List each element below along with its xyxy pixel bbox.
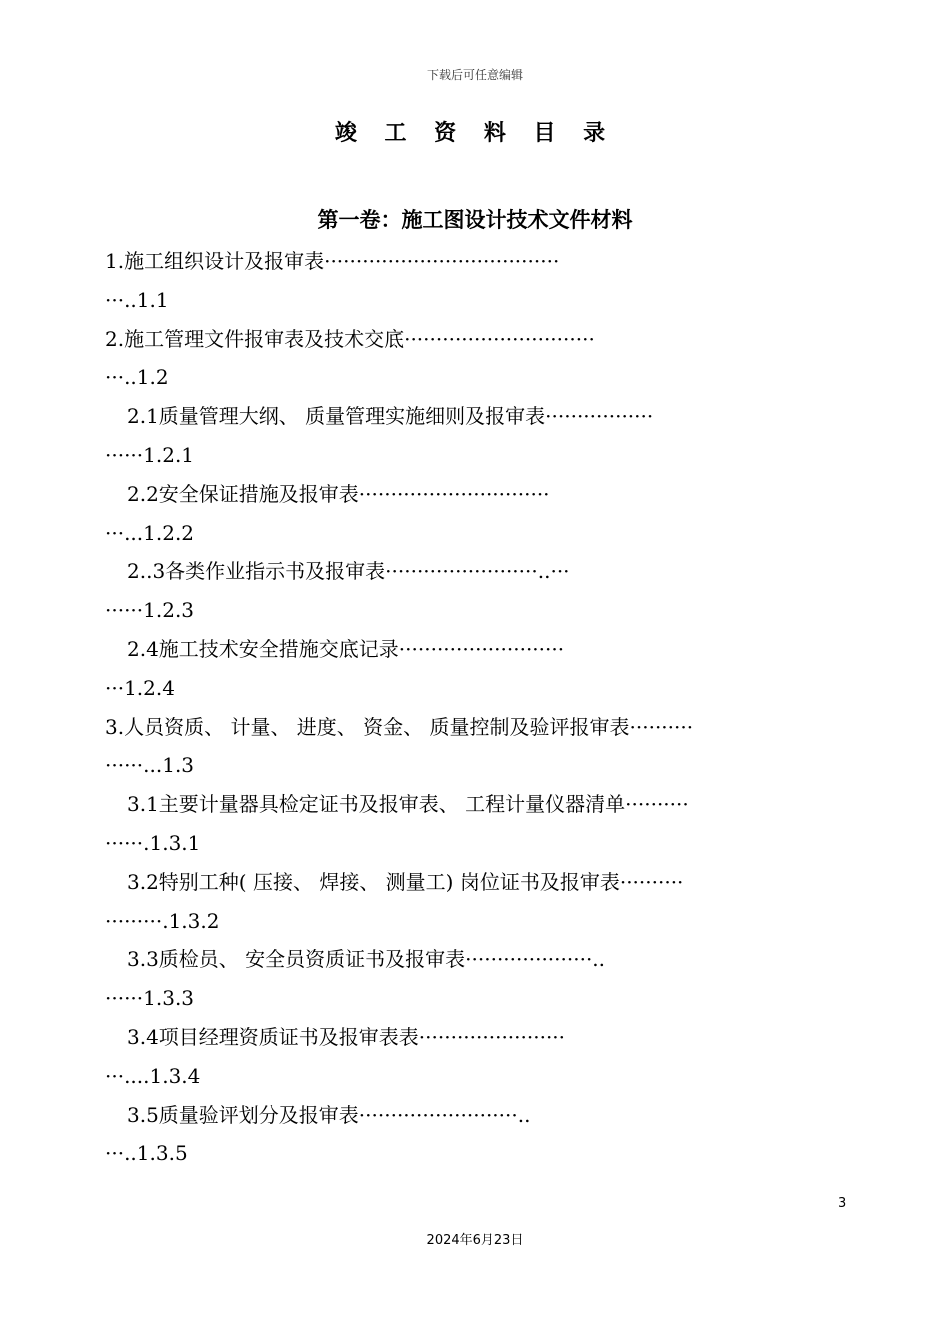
toc-entry-text: 3.3质检员、 安全员资质证书及报审表····················.. [127, 947, 606, 972]
toc-entry-3-5[interactable] [105, 1096, 847, 1174]
toc-entry-page: ······...1.3 [105, 753, 195, 778]
toc-entry-text: 2.2安全保证措施及报审表······························ [127, 481, 550, 506]
toc-entry-page: ···..1.1 [105, 287, 169, 312]
toc-entry-text: 2.1质量管理大纲、 质量管理实施细则及报审表················· [127, 404, 654, 429]
toc-entry-2-3[interactable] [105, 552, 847, 630]
toc-entry-text: 3.人员资质、 计量、 进度、 资金、 质量控制及验评报审表·········· [105, 714, 694, 739]
toc-entry-page: ······1.2.3 [105, 598, 195, 623]
toc-entry-text: 3.1主要计量器具检定证书及报审表、 工程计量仪器清单·········· [127, 792, 689, 817]
toc-entry-1[interactable] [105, 242, 847, 320]
toc-entry-page: ···....1.3.4 [105, 1063, 201, 1088]
toc-entry-page: ···1.2.4 [105, 675, 175, 700]
toc-entry-3-3[interactable] [105, 940, 847, 1018]
document-title: 竣 工 资 料 目 录 [334, 121, 616, 146]
toc-entry-text: 2.4施工技术安全措施交底记录·························· [127, 636, 565, 661]
toc-entry-3-4[interactable] [105, 1018, 847, 1096]
toc-entry-page: ···..1.3.5 [105, 1141, 188, 1166]
toc-entry-page: ······.1.3.1 [105, 830, 201, 855]
toc-entry-text: 2.施工管理文件报审表及技术交底······························ [105, 326, 595, 351]
toc-entry-text: 3.5质量验评划分及报审表·························.. [127, 1102, 531, 1127]
toc-entry-page: ······1.2.1 [105, 442, 195, 467]
table-of-contents [105, 242, 847, 1173]
toc-entry-text: 3.4项目经理资质证书及报审表表······················· [127, 1024, 566, 1049]
header-note: 下载后可任意编辑 [426, 68, 523, 82]
toc-entry-2-2[interactable] [105, 475, 847, 553]
toc-entry-3-2[interactable] [105, 863, 847, 941]
toc-entry-3-1[interactable] [105, 785, 847, 863]
toc-entry-page: ······1.3.3 [105, 986, 195, 1011]
toc-entry-3[interactable] [105, 708, 847, 786]
toc-entry-text: 3.2特别工种( 压接、 焊接、 测量工) 岗位证书及报审表·········· [127, 869, 684, 894]
toc-entry-2-1[interactable] [105, 397, 847, 475]
toc-entry-2-4[interactable] [105, 630, 847, 708]
footer-date: 2024年6月23日 [426, 1233, 524, 1248]
toc-entry-page: ·········.1.3.2 [105, 908, 220, 933]
page-number: 3 [838, 1196, 847, 1211]
toc-entry-text: 2..3各类作业指示书及报审表························..··· [127, 559, 570, 584]
toc-entry-text: 1.施工组织设计及报审表····································· [105, 249, 560, 273]
volume-title: 第一卷：施工图设计技术文件材料 [317, 208, 633, 232]
toc-entry-2[interactable] [105, 320, 847, 398]
toc-entry-page: ···..1.2 [105, 365, 169, 390]
toc-entry-page: ···...1.2.2 [105, 520, 195, 545]
